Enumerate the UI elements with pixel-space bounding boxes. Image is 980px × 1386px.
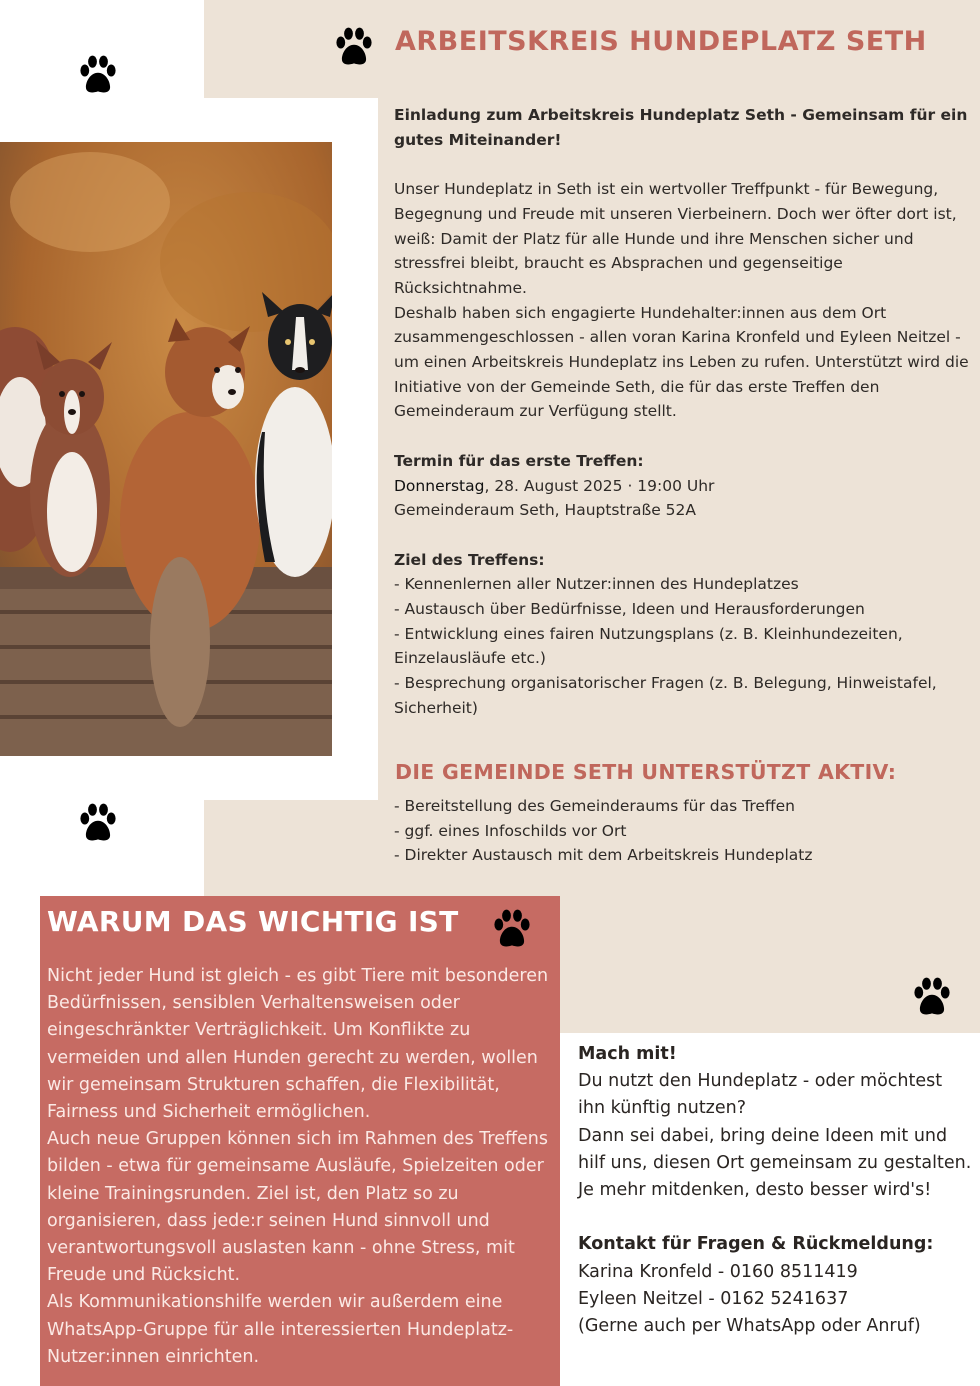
intro-paragraph: Unser Hundeplatz in Seth ist ein wertvoller Treffpunkt - für Bewegung, Begegnung und Freude mit unseren Vierbeinern. Doch wer öfter dort ist, weiß: Damit der Platz für alle Hunde und ihre Menschen sicher und stressfrei bleibt, braucht es Absprachen und gegenseitige Rücksichtnahme. — [394, 180, 957, 297]
list-item: - Austausch über Bedürfnisse, Ideen und Herausforderungen — [394, 600, 865, 619]
machmit-section — [578, 1041, 973, 1340]
list-item: - Direkter Austausch mit dem Arbeitskreis Hundeplatz — [394, 846, 813, 865]
page-title: ARBEITSKREIS HUNDEPLATZ SETH — [395, 26, 927, 57]
warum-paragraph: Auch neue Gruppen können sich im Rahmen des Treffens bilden - etwa für gemeinsame Ausläufe, Spielzeiten oder kleine Trainingsrunden. Ziel ist, den Platz so zu organisieren, dass jede:r seinen Hund sinnvoll und verantwortungsvoll auslasten kann - ohne Stress, mit Freude und Rücksicht. — [47, 1129, 548, 1286]
contact-line: (Gerne auch per WhatsApp oder Anruf) — [578, 1316, 921, 1337]
contact-heading: Kontakt für Fragen & Rückmeldung: — [578, 1234, 934, 1255]
warum-body — [47, 963, 553, 1371]
warum-paragraph: Als Kommunikationshilfe werden wir außerdem eine WhatsApp-Gruppe für alle interessierten Hundeplatz-Nutzer:innen einrichten. — [47, 1292, 514, 1367]
contact-line: Karina Kronfeld - 0160 8511419 — [578, 1261, 858, 1282]
paw-icon — [76, 802, 120, 846]
list-item: - ggf. eines Infoschilds vor Ort — [394, 821, 627, 840]
main-text-column — [394, 103, 969, 721]
machmit-paragraph: Dann sei dabei, bring deine Ideen mit und hilf uns, diesen Ort gemeinsam zu gestalten. Je mehr mitdenken, desto besser wird's! — [578, 1125, 972, 1201]
termin-date — [394, 474, 969, 499]
warum-heading: WARUM DAS WICHTIG IST — [47, 905, 459, 938]
ziel-heading: Ziel des Treffens: — [394, 550, 545, 569]
list-item: - Bereitstellung des Gemeinderaums für das Treffen — [394, 797, 795, 815]
list-item: - Kennenlernen aller Nutzer:innen des Hundeplatzes — [394, 575, 799, 594]
warum-box — [40, 896, 560, 1386]
termin-date-time: , 28. August 2025 · 19:00 Uhr — [484, 476, 715, 495]
warum-paragraph: Nicht jeder Hund ist gleich - es gibt Tiere mit besonderen Bedürfnissen, sensiblen Verhaltensweisen oder eingeschränkter Verträglichkeit. Um Konflikte zu vermeiden und allen Hunden gerecht zu werden, wollen wir gemeinsam Strukturen schaffen, die Flexibilität, Fairness und Sicherheit ermöglichen. — [47, 966, 549, 1123]
support-list — [394, 794, 969, 868]
paw-icon — [76, 54, 120, 98]
termin-location: Gemeinderaum Seth, Hauptstraße 52A — [394, 501, 697, 520]
paw-icon — [332, 26, 376, 70]
list-item: - Besprechung organisatorischer Fragen (z. B. Belegung, Hinweistafel, Sicherheit) — [394, 674, 937, 717]
intro-paragraph: Deshalb haben sich engagierte Hundehalter:innen aus dem Ort zusammengeschlossen - allen voran Karina Kronfeld und Eyleen Neitzel - um einen Arbeitskreis Hundeplatz ins Leben zu rufen. Unterstützt wird die Initiative von der Gemeinde Seth, die für das erste Treffen den Gemeinderaum zur Verfügung stellt. — [394, 303, 969, 421]
termin-heading: Termin für das erste Treffen: — [394, 451, 644, 470]
contact-line: Eyleen Neitzel - 0162 5241637 — [578, 1288, 849, 1309]
machmit-heading: Mach mit! — [578, 1044, 677, 1064]
support-heading: DIE GEMEINDE SETH UNTERSTÜTZT AKTIV: — [395, 760, 897, 784]
list-item: - Entwicklung eines fairen Nutzungsplans (z. B. Kleinhundezeiten, Einzelausläufe etc.) — [394, 624, 903, 668]
termin-day: Donnerstag — [394, 476, 485, 495]
dog-photo — [0, 142, 332, 756]
paw-icon — [910, 976, 954, 1020]
paw-icon — [490, 908, 534, 952]
machmit-paragraph: Du nutzt den Hundeplatz - oder möchtest ihn künftig nutzen? — [578, 1071, 943, 1119]
intro-heading: Einladung zum Arbeitskreis Hundeplatz Seth - Gemeinsam für ein gutes Miteinander! — [394, 106, 968, 149]
